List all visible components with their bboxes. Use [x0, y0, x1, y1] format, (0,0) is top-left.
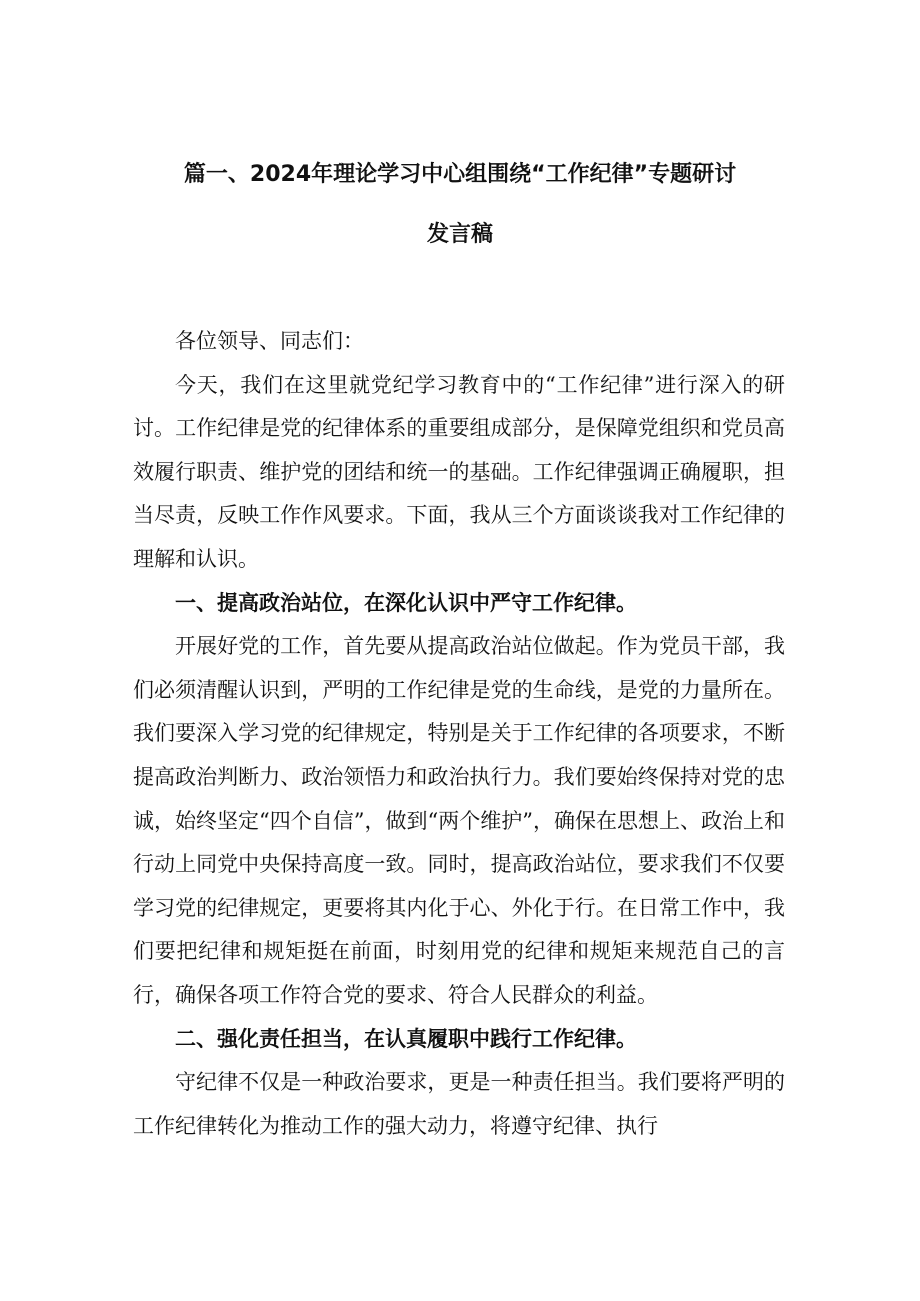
document-body	[133, 320, 785, 1148]
document-title-line-1: 篇一、2024年理论学习中心组围绕“工作纪律”专题研讨	[183, 162, 737, 187]
section-heading-2: 二、强化责任担当，在认真履职中践行工作纪律。	[175, 1026, 637, 1051]
section-heading-1: 一、提高政治站位，在深化认识中严守工作纪律。	[175, 590, 637, 615]
paragraph-section-1: 开展好党的工作，首先要从提高政治站位做起。作为党员干部，我们必须清醒认识到，严明的工作纪律是党的生命线，是党的力量所在。我们要深入学习党的纪律规定，特别是关于工作纪律的各项要求，不断提高政治判断力、政治领悟力和政治执行力。我们要始终保持对党的忠诚，始终坚定“四个自信”，做到“两个维护”，确保在思想上、政治上和行动上同党中央保持高度一致。同时，提高政治站位，要求我们不仅要学习党的纪律规定，更要将其内化于心、外化于行。在日常工作中，我们要把纪律和规矩挺在前面，时刻用党的纪律和规矩来规范自己的言行，确保各项工作符合党的要求、符合人民群众的利益。	[133, 634, 785, 1007]
document-title-line-2: 发言稿	[426, 222, 493, 247]
paragraph-intro: 今天，我们在这里就党纪学习教育中的“工作纪律”进行深入的研讨。工作纪律是党的纪律体系的重要组成部分，是保障党组织和党员高效履行职责、维护党的团结和统一的基础。工作纪律强调正确履职，担当尽责，反映工作作风要求。下面，我从三个方面谈谈我对工作纪律的理解和认识。	[133, 372, 785, 571]
salutation: 各位领导、同志们：	[175, 329, 364, 353]
paragraph-section-2: 守纪律不仅是一种政治要求，更是一种责任担当。我们要将严明的工作纪律转化为推动工作的强大动力，将遵守纪律、执行	[133, 1070, 785, 1138]
